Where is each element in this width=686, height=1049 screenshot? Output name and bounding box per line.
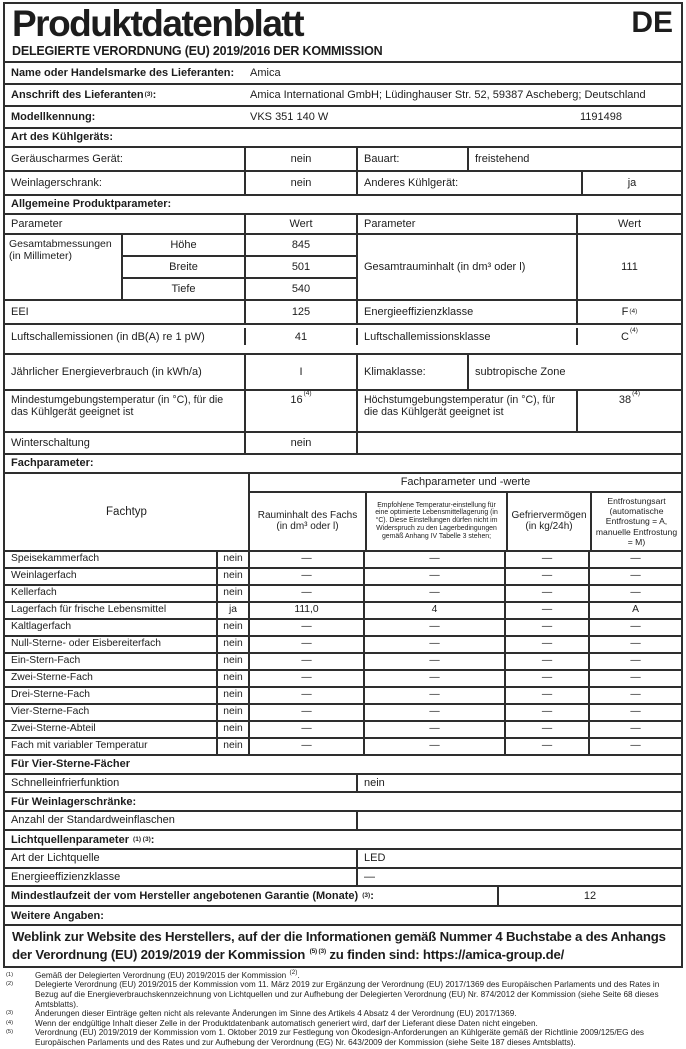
light-header: Lichtquellenparameter (1) (3) : bbox=[11, 833, 155, 846]
col-freezing-capacity: Gefriervermögen (in kg/24h) bbox=[506, 493, 590, 550]
compartment-table-header bbox=[5, 474, 681, 552]
compartment-row: Speisekammerfach nein — — — — bbox=[5, 552, 681, 569]
footnote: (5) Verordnung (EU) 2019/2019 der Kommission vom 1. Oktober 2019 zur Festlegung von Ökodesign-Anforderungen an Kühlgeräte gemäß der Richtlinie 2009/125/EG des Europäischen Parlaments und des Rates und zur Aufhebung der Verordnung (EG) Nr. 643/2009 der Kommission (siehe Seite 187 dieses Amtsblatts). bbox=[6, 1028, 644, 1047]
fast-freeze-value: nein bbox=[356, 775, 681, 792]
language-code: DE bbox=[631, 6, 673, 39]
footnote-marker: (1) bbox=[6, 971, 14, 978]
warranty-row bbox=[5, 887, 681, 907]
light-type-value: LED bbox=[356, 850, 681, 867]
footnote: (1) Gemäß der Delegierten Verordnung (EU) 2019/2015 der Kommission $^{(2)}$. bbox=[6, 968, 300, 980]
fast-freeze-row bbox=[5, 775, 681, 794]
compartment-row: Weinlagerfach nein — — — — bbox=[5, 569, 681, 586]
height-value: 845 bbox=[244, 235, 356, 255]
supplier-name-row bbox=[5, 63, 681, 85]
compartment-header-right bbox=[248, 474, 681, 550]
compartment-row: Lagerfach für frische Lebensmittel ja 111,0 4 — A bbox=[5, 603, 681, 620]
regulation-subtitle: DELEGIERTE VERORDNUNG (EU) 2019/2016 DER KOMMISSION bbox=[5, 44, 681, 63]
compartment-section-header-row bbox=[5, 455, 681, 474]
winter-setting-row bbox=[5, 433, 681, 455]
noise-class-label: Luftschallemissionsklasse bbox=[356, 328, 576, 346]
footnote: (2) Delegierte Verordnung (EU) 2019/2015 der Kommission vom 11. März 2019 zur Ergänzung der Verordnung (EU) 2017/1369 des Europäischen Parlaments und des Rates in Bezug auf die Energieverbrauchskennzeichnung von Lichtquellen und zur Aufhebung der Delegierten Verordnung (EU) Nr. 874/2012 der Kommission (siehe Seite 68 dieses Amtsblatts). bbox=[6, 980, 660, 1009]
supplier-address-row bbox=[5, 85, 681, 107]
datasheet-page bbox=[0, 2, 686, 1047]
supplier-address-label: Anschrift des Lieferanten (3) : bbox=[11, 88, 157, 101]
fast-freeze-label: Schnelleinfrierfunktion bbox=[11, 776, 120, 789]
wine-bottles-row bbox=[5, 812, 681, 831]
compartment-row: Null-Sterne- oder Eisbereiterfach nein — — — — bbox=[5, 637, 681, 654]
footnote-ref: (2) bbox=[289, 968, 298, 976]
wine-header-row bbox=[5, 793, 681, 812]
other-appliance-value: ja bbox=[581, 172, 681, 194]
noise-value: 41 bbox=[244, 328, 356, 346]
supplier-address-value: Amica International GmbH; Lüdinghauser Str. 52, 59387 Ascheberg; Deutschland bbox=[250, 88, 646, 101]
annual-energy-climate-row bbox=[5, 355, 681, 391]
noise-label: Luftschallemissionen (in dB(A) re 1 pW) bbox=[11, 330, 205, 343]
light-type-label: Art der Lichtquelle bbox=[11, 852, 100, 865]
climate-class-label: Klimaklasse: bbox=[356, 355, 467, 389]
col-defrost-type: Entfrostungsart (automatische Entfrostung = A, manuelle Entfrostung = M) bbox=[590, 493, 681, 550]
footnote-marker: (3) bbox=[6, 1010, 14, 1017]
footnote: (3) Änderungen dieser Einträge gelten nicht als relevante Änderungen im Sinne des Artikels 4 Absatz 4 der Verordnung (EU) 2017/1369. bbox=[6, 1009, 517, 1019]
total-volume-value: 111 bbox=[576, 235, 681, 299]
total-volume-label: Gesamtrauminhalt (in dm³ oder l) bbox=[356, 235, 576, 299]
max-temp-value: 38 (4) bbox=[576, 391, 681, 431]
wine-cabinet-value: nein bbox=[244, 172, 356, 194]
eei-value: 125 bbox=[244, 301, 356, 323]
supplier-name-value: Amica bbox=[250, 66, 281, 79]
type-row-2 bbox=[5, 172, 681, 196]
min-temp-value: 16 (4) bbox=[244, 391, 356, 431]
warranty-label: Mindestlaufzeit der vom Hersteller angebotenen Garantie (Monate) (3) : bbox=[11, 890, 374, 903]
model-value: VKS 351 140 W bbox=[250, 110, 329, 123]
noise-row bbox=[5, 325, 681, 355]
depth-row bbox=[123, 279, 356, 299]
more-info-header: Weitere Angaben: bbox=[11, 909, 104, 922]
winter-setting-label: Winterschaltung bbox=[11, 436, 90, 449]
width-label: Breite bbox=[169, 260, 198, 273]
col-fachtyp: Fachtyp bbox=[106, 505, 147, 518]
compartment-row: Ein-Stern-Fach nein — — — — bbox=[5, 654, 681, 671]
general-section-header: Allgemeine Produktparameter: bbox=[11, 198, 172, 211]
energy-class-value: F (4) bbox=[576, 301, 681, 323]
general-column-header-row bbox=[5, 215, 681, 235]
eei-label: EEI bbox=[11, 305, 29, 318]
type-section-header: Art des Kühlgeräts: bbox=[11, 131, 114, 144]
height-label: Höhe bbox=[170, 238, 197, 251]
footnote-marker: (4) bbox=[6, 1019, 14, 1026]
wine-bottles-label: Anzahl der Standardweinflaschen bbox=[11, 814, 175, 827]
climate-class-value: subtropische Zone bbox=[467, 355, 681, 389]
title-bar bbox=[5, 4, 681, 44]
low-noise-value: nein bbox=[244, 148, 356, 170]
compartment-row: Vier-Sterne-Fach nein — — — — bbox=[5, 705, 681, 722]
other-appliance-label: Anderes Kühlgerät: bbox=[356, 172, 581, 194]
width-value: 501 bbox=[244, 257, 356, 277]
compartment-row: Zwei-Sterne-Fach nein — — — — bbox=[5, 671, 681, 688]
min-temp-label: Mindestumgebungstemperatur (in °C), für die das Kühlgerät geeignet ist bbox=[11, 393, 224, 419]
dimensions-sub-table bbox=[121, 235, 356, 299]
col-group-header: Fachparameter und -werte bbox=[250, 474, 681, 493]
depth-value: 540 bbox=[244, 279, 356, 299]
four-star-header: Für Vier-Sterne-Fächer bbox=[11, 758, 131, 771]
datasheet-document bbox=[3, 2, 683, 968]
annual-energy-label: Jährlicher Energieverbrauch (in kWh/a) bbox=[11, 365, 202, 378]
general-section-header-row bbox=[5, 196, 681, 215]
warranty-value: 12 bbox=[497, 887, 681, 905]
winter-setting-value: nein bbox=[244, 433, 356, 453]
ambient-temp-row bbox=[5, 391, 681, 433]
compartment-subheaders bbox=[250, 493, 681, 550]
wine-bottles-value bbox=[356, 812, 681, 829]
compartment-row: Kellerfach nein — — — — bbox=[5, 586, 681, 603]
low-noise-label: Geräuscharmes Gerät: bbox=[11, 152, 123, 165]
model-row bbox=[5, 107, 681, 129]
eei-row bbox=[5, 301, 681, 325]
supplier-name-label: Name oder Handelsmarke des Lieferanten: bbox=[11, 66, 235, 79]
compartment-row: Zwei-Sterne-Abteil nein — — — — bbox=[5, 722, 681, 739]
compartment-row: Drei-Sterne-Fach nein — — — — bbox=[5, 688, 681, 705]
model-id: 1191498 bbox=[579, 110, 622, 123]
dimensions-row bbox=[5, 235, 681, 301]
empty-cell bbox=[356, 433, 681, 453]
type-row-1 bbox=[5, 148, 681, 172]
light-header-row bbox=[5, 831, 681, 850]
page-title: Produktdatenblatt bbox=[12, 3, 304, 44]
col-volume: Rauminhalt des Fachs (in dm³ oder l) bbox=[257, 510, 358, 533]
col-temperature: Empfohlene Temperatur-einstellung für eine optimierte Lebensmittellagerung (in °C). Diese Einstellungen dürfen nicht im Widerspruch zu den Lagerbedingungen gemäß Anhang IV Tabelle 3 stehen; bbox=[365, 493, 506, 550]
type-section-header-row bbox=[5, 129, 681, 148]
design-type-value: freistehend bbox=[467, 148, 681, 170]
manufacturer-weblink[interactable]: https://amica-group.de/ bbox=[422, 946, 565, 962]
more-info-header-row bbox=[5, 907, 681, 926]
energy-class-label: Energieeffizienzklasse bbox=[356, 301, 576, 323]
footnote-marker: (5) bbox=[6, 1029, 14, 1036]
col-parameter-right: Parameter bbox=[356, 215, 576, 233]
col-wert-right: Wert bbox=[576, 215, 681, 233]
footnote-marker: (2) bbox=[6, 981, 14, 988]
dimensions-label: Gesamtabmessungen (in Millimeter) bbox=[9, 237, 112, 262]
width-row bbox=[123, 257, 356, 279]
footnotes bbox=[0, 968, 686, 1049]
wine-cabinet-label: Weinlagerschrank: bbox=[11, 176, 102, 189]
max-temp-label: Höchstumgebungstemperatur (in °C), für die das Kühlgerät geeignet ist bbox=[356, 391, 576, 431]
compartment-section-header: Fachparameter: bbox=[11, 457, 94, 470]
weblink-text: Weblink zur Website des Herstellers, auf der die Informationen gemäß Nummer 4 Buchstabe a des Anhangs der Verordnung (EU) 2019/2019 der Kommission $^{(5) (3)}$ zu finden sind: https://amica-group.de/ bbox=[12, 929, 666, 962]
col-wert-left: Wert bbox=[244, 215, 356, 233]
design-type-label: Bauart: bbox=[356, 148, 467, 170]
light-class-row bbox=[5, 869, 681, 888]
light-class-label: Energieeffizienzklasse bbox=[11, 870, 121, 883]
wine-header: Für Weinlagerschränke: bbox=[11, 795, 137, 808]
noise-class-value: C (4) bbox=[576, 328, 681, 346]
footnote: (4) Wenn der endgültige Inhalt dieser Zelle in der Produktdatenbank automatisch generiert wird, darf der Lieferant diese Daten nicht eingeben. bbox=[6, 1018, 538, 1028]
four-star-header-row bbox=[5, 756, 681, 775]
depth-label: Tiefe bbox=[171, 282, 196, 295]
height-row bbox=[123, 235, 356, 257]
annual-energy-value: I bbox=[244, 355, 356, 389]
compartment-row: Fach mit variabler Temperatur nein — — — — bbox=[5, 739, 681, 756]
compartment-row: Kaltlagerfach nein — — — — bbox=[5, 620, 681, 637]
footnote-ref: (5) (3) bbox=[309, 948, 326, 956]
light-type-row bbox=[5, 850, 681, 869]
light-class-value: — bbox=[356, 869, 681, 886]
model-label: Modellkennung: bbox=[11, 110, 96, 123]
col-parameter-left: Parameter bbox=[11, 217, 63, 230]
